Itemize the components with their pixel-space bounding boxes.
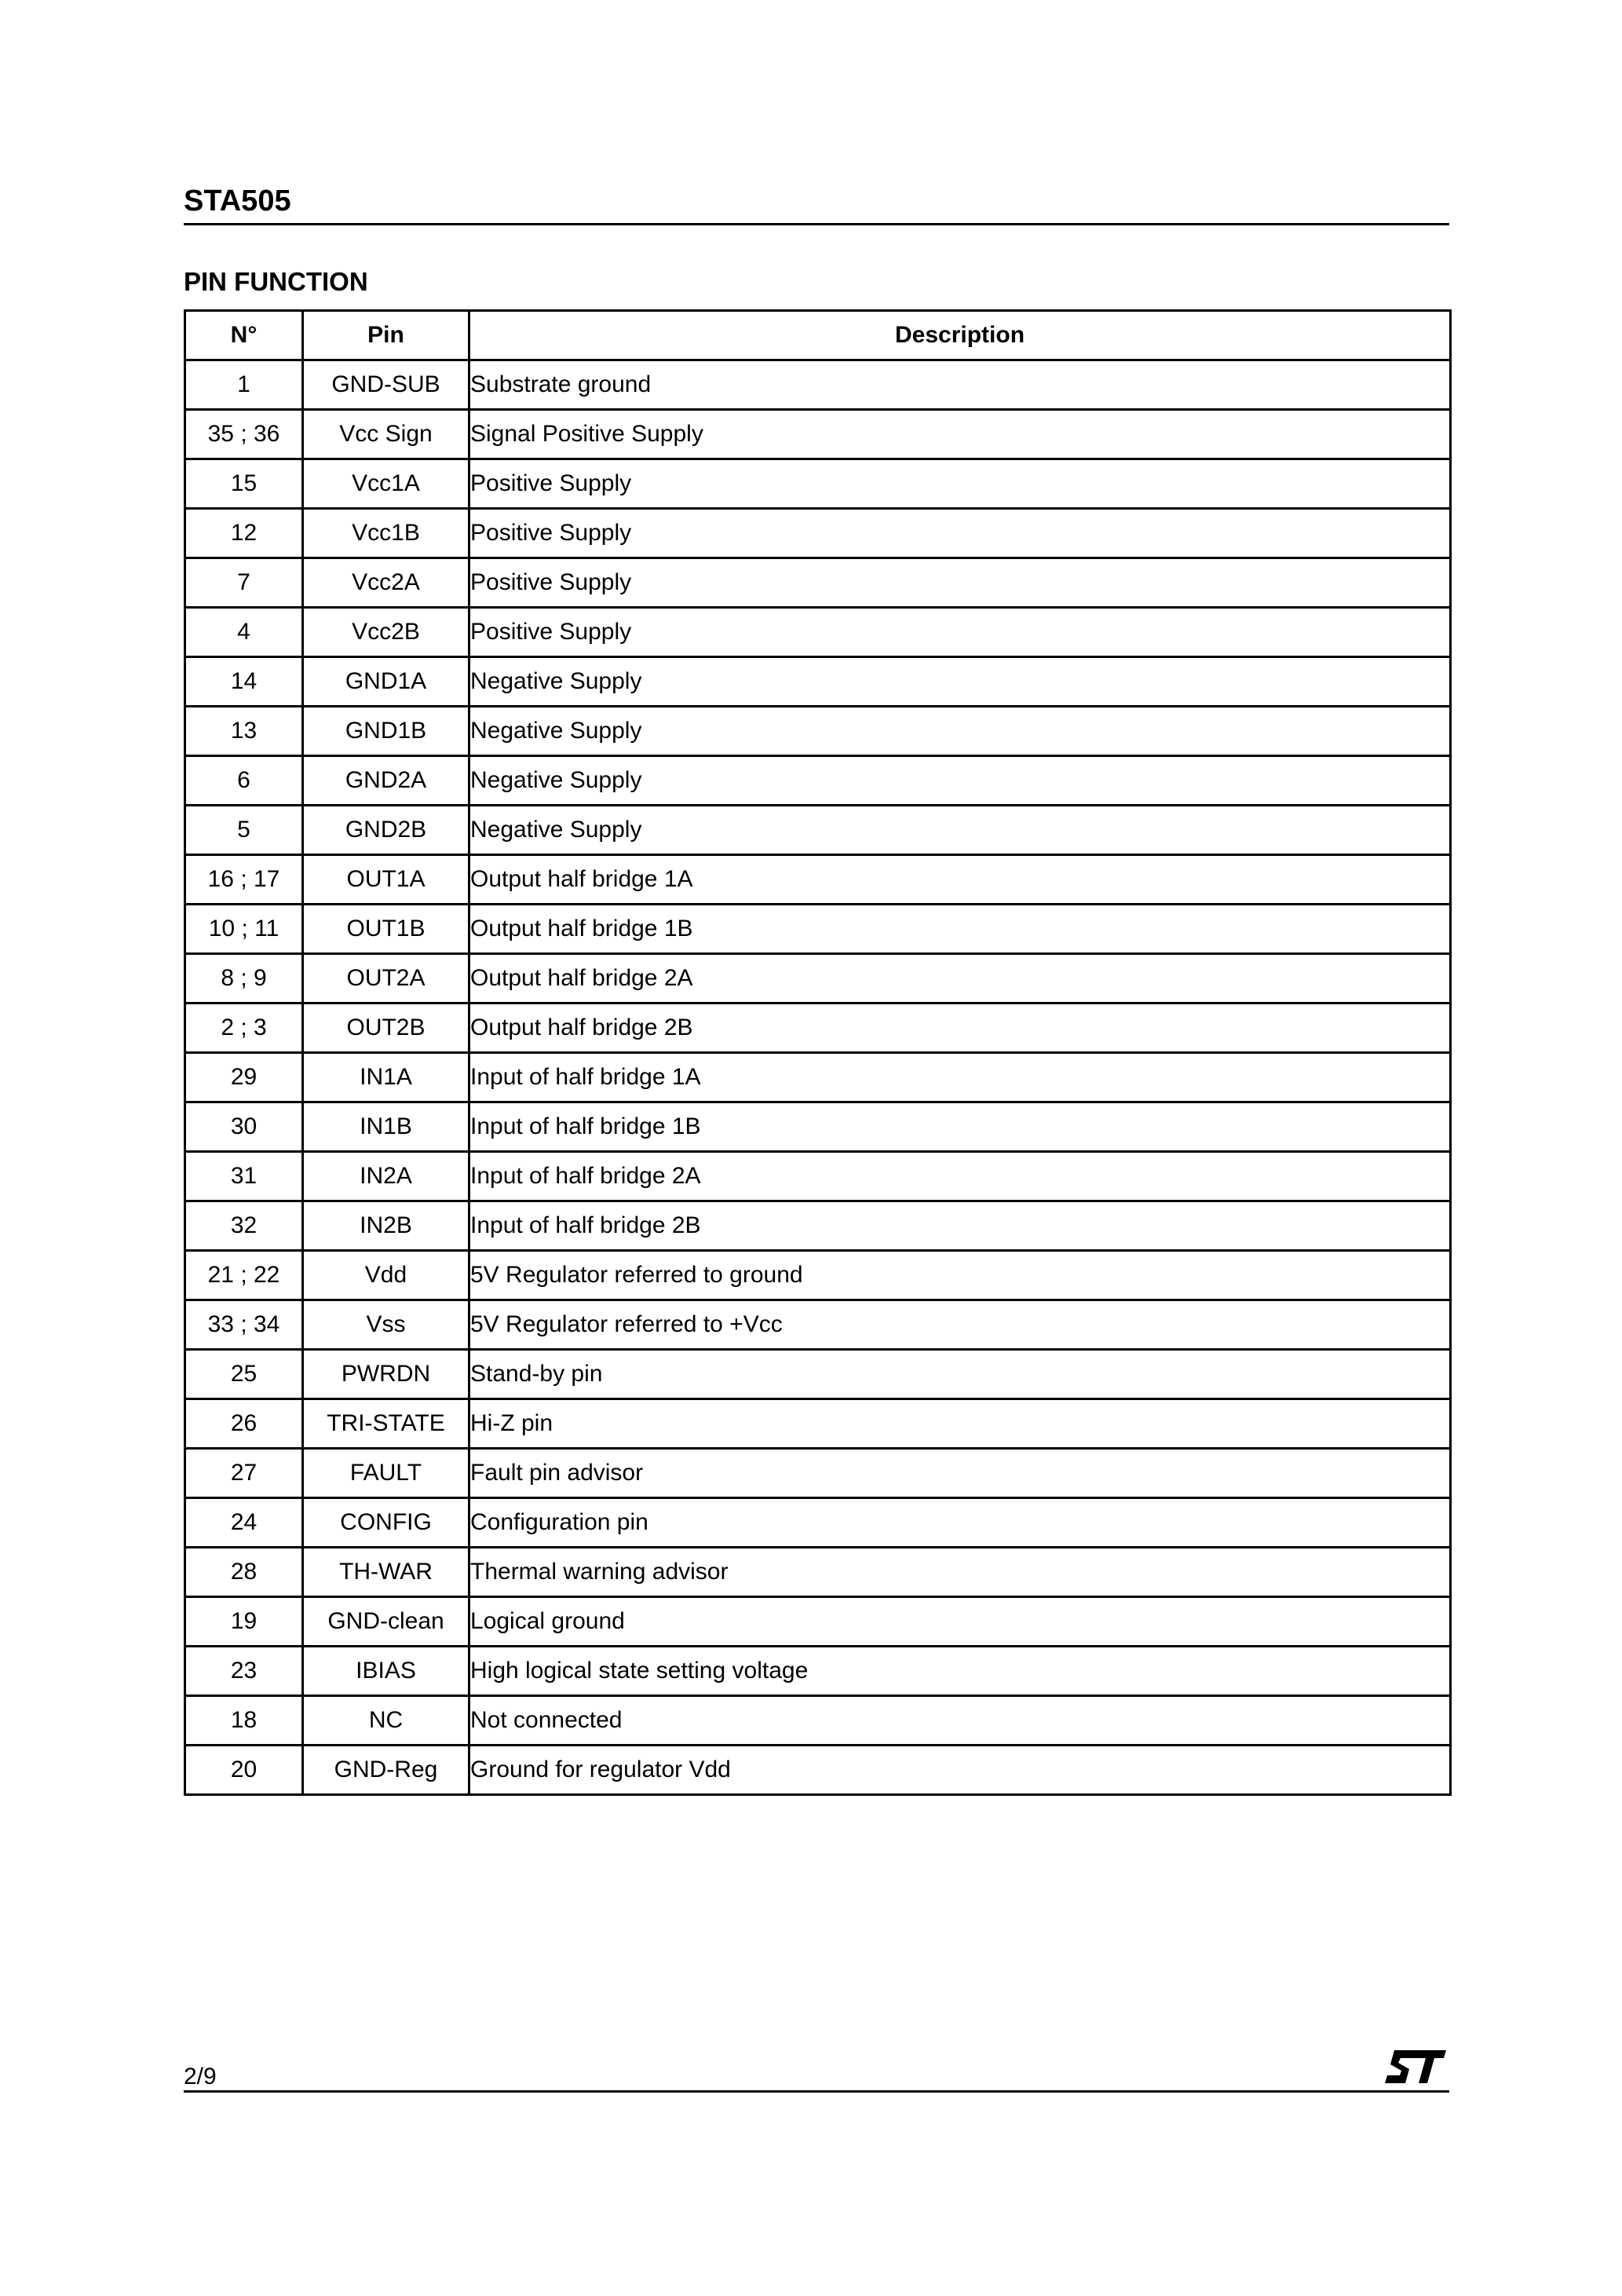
pin-number-cell: 21 ; 22 <box>185 1251 303 1300</box>
table-row <box>185 410 1451 459</box>
pin-name-cell: PWRDN <box>303 1350 469 1399</box>
table-row <box>185 1647 1451 1696</box>
pin-name-cell: GND-Reg <box>303 1746 469 1795</box>
table-row <box>185 707 1451 756</box>
pin-number-cell: 35 ; 36 <box>185 410 303 459</box>
pin-name-cell: OUT1A <box>303 855 469 905</box>
st-logo-icon <box>1383 2046 1446 2088</box>
pin-name-cell: TH-WAR <box>303 1548 469 1597</box>
table-row <box>185 1548 1451 1597</box>
pin-number-cell: 4 <box>185 608 303 657</box>
pin-number-cell: 27 <box>185 1449 303 1498</box>
pin-name-cell: IN1B <box>303 1102 469 1152</box>
table-row <box>185 1597 1451 1647</box>
pin-description-cell: Fault pin advisor <box>469 1449 1451 1498</box>
pin-number-cell: 19 <box>185 1597 303 1647</box>
pin-name-cell: IN2A <box>303 1152 469 1201</box>
pin-number-cell: 33 ; 34 <box>185 1300 303 1350</box>
pin-number-cell: 14 <box>185 657 303 707</box>
pin-description-cell: Positive Supply <box>469 509 1451 558</box>
table-row <box>185 1746 1451 1795</box>
pin-description-cell: Positive Supply <box>469 608 1451 657</box>
table-row <box>185 1350 1451 1399</box>
pin-description-cell: 5V Regulator referred to ground <box>469 1251 1451 1300</box>
pin-number-cell: 6 <box>185 756 303 806</box>
table-row <box>185 657 1451 707</box>
table-row <box>185 1300 1451 1350</box>
pin-name-cell: CONFIG <box>303 1498 469 1548</box>
pin-number-cell: 7 <box>185 558 303 608</box>
pin-name-cell: GND2B <box>303 806 469 855</box>
document-footer <box>184 2042 1449 2093</box>
table-row <box>185 1251 1451 1300</box>
pin-name-cell: GND2A <box>303 756 469 806</box>
pin-description-cell: Input of half bridge 2A <box>469 1152 1451 1201</box>
pin-description-cell: Thermal warning advisor <box>469 1548 1451 1597</box>
pin-description-cell: Input of half bridge 2B <box>469 1201 1451 1251</box>
pin-description-cell: High logical state setting voltage <box>469 1647 1451 1696</box>
pin-name-cell: FAULT <box>303 1449 469 1498</box>
pin-name-cell: OUT2A <box>303 954 469 1004</box>
pin-number-cell: 1 <box>185 360 303 410</box>
column-header-pin: Pin <box>303 311 469 360</box>
table-row <box>185 1102 1451 1152</box>
document-header <box>184 182 1449 225</box>
pin-name-cell: Vss <box>303 1300 469 1350</box>
page-number: 2/9 <box>184 2064 217 2089</box>
table-row <box>185 1053 1451 1102</box>
pin-name-cell: TRI-STATE <box>303 1399 469 1449</box>
column-header-number: N° <box>185 311 303 360</box>
pin-number-cell: 20 <box>185 1746 303 1795</box>
table-row <box>185 905 1451 954</box>
pin-number-cell: 12 <box>185 509 303 558</box>
pin-number-cell: 8 ; 9 <box>185 954 303 1004</box>
pin-description-cell: Output half bridge 1A <box>469 855 1451 905</box>
pin-name-cell: GND1A <box>303 657 469 707</box>
pin-description-cell: Hi-Z pin <box>469 1399 1451 1449</box>
pin-number-cell: 23 <box>185 1647 303 1696</box>
pin-number-cell: 13 <box>185 707 303 756</box>
pin-number-cell: 29 <box>185 1053 303 1102</box>
pin-name-cell: NC <box>303 1696 469 1746</box>
pin-name-cell: Vdd <box>303 1251 469 1300</box>
table-row <box>185 855 1451 905</box>
pin-description-cell: Negative Supply <box>469 657 1451 707</box>
table-row <box>185 558 1451 608</box>
pin-description-cell: Output half bridge 2A <box>469 954 1451 1004</box>
pin-description-cell: Output half bridge 1B <box>469 905 1451 954</box>
pin-name-cell: Vcc1A <box>303 459 469 509</box>
table-row <box>185 1152 1451 1201</box>
pin-description-cell: Positive Supply <box>469 558 1451 608</box>
pin-number-cell: 2 ; 3 <box>185 1004 303 1053</box>
pin-description-cell: Negative Supply <box>469 707 1451 756</box>
pin-description-cell: Input of half bridge 1B <box>469 1102 1451 1152</box>
table-row <box>185 459 1451 509</box>
table-row <box>185 1399 1451 1449</box>
pin-name-cell: OUT1B <box>303 905 469 954</box>
pin-description-cell: Configuration pin <box>469 1498 1451 1548</box>
pin-number-cell: 24 <box>185 1498 303 1548</box>
pin-number-cell: 26 <box>185 1399 303 1449</box>
pin-description-cell: Output half bridge 2B <box>469 1004 1451 1053</box>
pin-name-cell: Vcc2A <box>303 558 469 608</box>
pin-name-cell: IN1A <box>303 1053 469 1102</box>
pin-name-cell: GND-clean <box>303 1597 469 1647</box>
pin-description-cell: Not connected <box>469 1696 1451 1746</box>
table-row <box>185 1696 1451 1746</box>
document-title: STA505 <box>184 185 291 218</box>
pin-name-cell: Vcc1B <box>303 509 469 558</box>
pin-number-cell: 31 <box>185 1152 303 1201</box>
table-row <box>185 509 1451 558</box>
table-row <box>185 1004 1451 1053</box>
pin-function-table <box>184 309 1452 1796</box>
pin-description-cell: Ground for regulator Vdd <box>469 1746 1451 1795</box>
pin-number-cell: 25 <box>185 1350 303 1399</box>
column-header-description: Description <box>469 311 1451 360</box>
pin-description-cell: 5V Regulator referred to +Vcc <box>469 1300 1451 1350</box>
pin-description-cell: Negative Supply <box>469 806 1451 855</box>
table-header-row <box>185 311 1451 360</box>
pin-description-cell: Logical ground <box>469 1597 1451 1647</box>
table-row <box>185 608 1451 657</box>
pin-name-cell: GND1B <box>303 707 469 756</box>
table-row <box>185 806 1451 855</box>
pin-name-cell: IN2B <box>303 1201 469 1251</box>
pin-number-cell: 15 <box>185 459 303 509</box>
table-row <box>185 756 1451 806</box>
pin-name-cell: Vcc Sign <box>303 410 469 459</box>
pin-description-cell: Substrate ground <box>469 360 1451 410</box>
pin-number-cell: 28 <box>185 1548 303 1597</box>
pin-description-cell: Negative Supply <box>469 756 1451 806</box>
table-row <box>185 1201 1451 1251</box>
pin-number-cell: 30 <box>185 1102 303 1152</box>
pin-number-cell: 5 <box>185 806 303 855</box>
table-row <box>185 360 1451 410</box>
pin-description-cell: Positive Supply <box>469 459 1451 509</box>
pin-number-cell: 10 ; 11 <box>185 905 303 954</box>
pin-description-cell: Input of half bridge 1A <box>469 1053 1451 1102</box>
pin-name-cell: GND-SUB <box>303 360 469 410</box>
pin-name-cell: OUT2B <box>303 1004 469 1053</box>
section-title: PIN FUNCTION <box>184 267 368 296</box>
table-row <box>185 954 1451 1004</box>
pin-number-cell: 32 <box>185 1201 303 1251</box>
table-row <box>185 1498 1451 1548</box>
table-row <box>185 1449 1451 1498</box>
pin-description-cell: Signal Positive Supply <box>469 410 1451 459</box>
pin-name-cell: IBIAS <box>303 1647 469 1696</box>
pin-number-cell: 18 <box>185 1696 303 1746</box>
pin-name-cell: Vcc2B <box>303 608 469 657</box>
pin-description-cell: Stand-by pin <box>469 1350 1451 1399</box>
pin-number-cell: 16 ; 17 <box>185 855 303 905</box>
